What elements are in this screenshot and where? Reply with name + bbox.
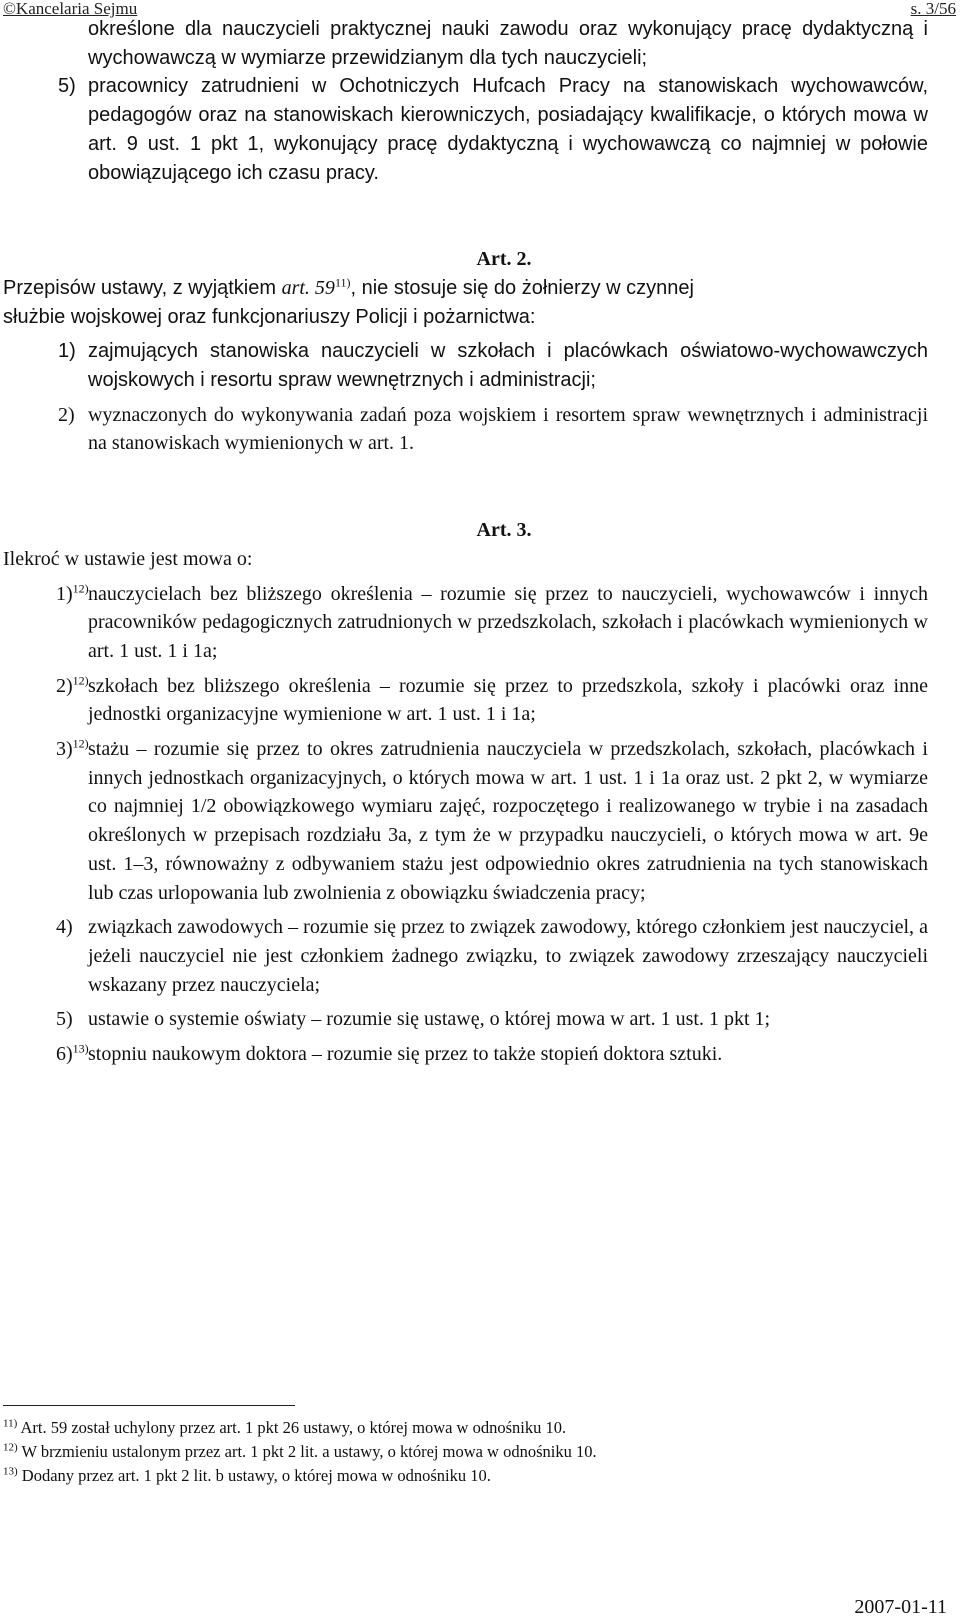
art3-item-6 <box>0 1040 928 1069</box>
footnote-ref-12[interactable]: 12) <box>72 736 89 751</box>
art3-item-3 <box>0 735 928 907</box>
art3-item-5 <box>0 1005 928 1034</box>
art2-item-2 <box>0 401 928 458</box>
footnote-12 <box>3 1440 903 1464</box>
art3-item-4 <box>0 913 928 999</box>
item-text: związkach zawodowych – rozumie się przez to związek zawodowy, którego członkiem jest nauczyciel, a jeżeli nauczyciel nie jest członkiem żadnego związku, to związek zawodowy zrzeszający nauczycieli wskazany przez nauczyciela; <box>88 916 928 996</box>
footnotes <box>3 1416 903 1488</box>
item-text: ustawie o systemie oświaty – rozumie się ustawę, o której mowa w art. 1 ust. 1 pkt 1; <box>88 1008 771 1031</box>
item-number: 1)$^{12)}$ <box>56 580 89 605</box>
art3-item-2 <box>0 672 928 729</box>
item-number: 5) <box>56 1008 73 1031</box>
art2-item-1 <box>0 337 928 394</box>
footnote-ref-12[interactable]: 12) <box>72 673 89 687</box>
item-number: 4) <box>56 916 73 939</box>
article-3-heading: Art. 3. <box>476 519 532 542</box>
footnote-13 <box>3 1464 903 1488</box>
item-number: 3)$^{12)}$ <box>56 736 89 761</box>
article-2-intro <box>0 274 928 331</box>
footnote-mark: 12) <box>3 1441 18 1454</box>
item-number: 1) <box>58 340 76 363</box>
item-text: wyznaczonych do wykonywania zadań poza wojskiem i resortem spraw wewnętrznych i administracji na stanowiskach wymienionych w art. 1. <box>88 403 928 455</box>
document-body <box>0 15 928 1069</box>
item-text: stażu – rozumie się przez to okres zatrudnienia nauczyciela w przedszkolach, szkołach, placówkach i innych jednostkach organizacyjnych, o których mowa w art. 1 ust. 1 i 1a oraz ust. 2 pkt 2, w wymiarze co najmniej 1/2 obowiązkowego wymiaru zajęć, rozpoczętego i realizowanego w trybie i na zasadach określonych w przepisach rozdziału 3a, z tym że w przypadku nauczycieli, o których mowa w art. 9e ust. 1–3, równoważny z odbywaniem stażu jest odpowiednio okres zatrudnienia na tych stanowiskach lub czas urlopowania lub zwolnienia z obowiązku świadczenia pracy; <box>88 738 928 904</box>
art3-item-1 <box>0 580 928 666</box>
item-text: zajmujących stanowiska nauczycieli w szkołach i placówkach oświatowo-wychowawczych wojskowych i resortu spraw wewnętrznych i administracji; <box>88 340 928 392</box>
footnote-mark: 13) <box>3 1465 18 1478</box>
article-3-intro: Ilekroć w ustawie jest mowa o: <box>3 547 253 570</box>
item-text: szkołach bez bliższego określenia – rozumie się przez to przedszkola, szkoły i placówki oraz inne jednostki organizacyjne wymienione w art. 1 ust. 1 i 1a; <box>88 674 928 726</box>
item-number: 2)$^{12)}$ <box>56 673 89 697</box>
item-text: stopniu naukowym doktora – rozumie się przez to także stopień doktora sztuki. <box>88 1043 723 1066</box>
footnote-ref-12[interactable]: 12) <box>72 580 89 595</box>
art1-continuation: określone dla nauczycieli praktycznej nauki zawodu oraz wykonujący pracę dydaktyczną i wychowawczą w wymiarze przewidzianym dla tych nauczycieli; <box>88 18 928 69</box>
footnote-mark: 11) <box>3 1417 18 1430</box>
item-text: pracownicy zatrudnieni w Ochotniczych Hufcach Pracy na stanowiskach wychowawców, pedagogów oraz na stanowiskach kierowniczych, posiadający kwalifikacje, o których mowa w art. 9 ust. 1 pkt 1, wykonujący pracę dydaktyczną i wychowawczą co najmniej w połowie obowiązującego ich czasu pracy. <box>88 75 928 184</box>
footnote-text: Art. 59 został uchylony przez art. 1 pkt 26 ustawy, o której mowa w odnośniku 10. <box>20 1418 567 1437</box>
intro-text: , nie stosuje się do żołnierzy w czynnej <box>350 276 694 299</box>
footnote-ref-11[interactable]: 11) <box>334 275 351 290</box>
source-header-link[interactable]: ©Kancelaria Sejmu <box>3 0 138 18</box>
intro-text: Przepisów ustawy, z wyjątkiem <box>3 276 282 299</box>
document-date: 2007-01-11 <box>854 1596 947 1618</box>
footnote-separator <box>3 1405 295 1406</box>
page-number-link[interactable]: s. 3/56 <box>910 0 956 18</box>
intro-text-line2: służbie wojskowej oraz funkcjonariuszy Policji i pożarnictwa: <box>3 305 536 328</box>
item-number: 5) <box>58 75 76 98</box>
article-2-heading: Art. 2. <box>476 248 532 271</box>
item-number: 2) <box>58 403 75 426</box>
item-text: nauczycielach bez bliższego określenia – rozumie się przez to nauczycieli, wychowawców i innych pracowników pedagogicznych zatrudnionych w przedszkolach, szkołach i placówkach wymienionych w art. 1 ust. 1 i 1a; <box>88 582 928 662</box>
article-reference: art. 59 <box>281 276 335 299</box>
footnote-text: Dodany przez art. 1 pkt 2 lit. b ustawy, o której mowa w odnośniku 10. <box>21 1466 491 1485</box>
item-number: 6)$^{13)}$ <box>56 1041 89 1066</box>
footnote-ref-13[interactable]: 13) <box>72 1041 89 1056</box>
footnote-11 <box>3 1416 903 1440</box>
art1-item-5 <box>0 72 928 187</box>
footnote-text: W brzmieniu ustalonym przez art. 1 pkt 2 lit. a ustawy, o której mowa w odnośniku 10. <box>21 1442 597 1461</box>
